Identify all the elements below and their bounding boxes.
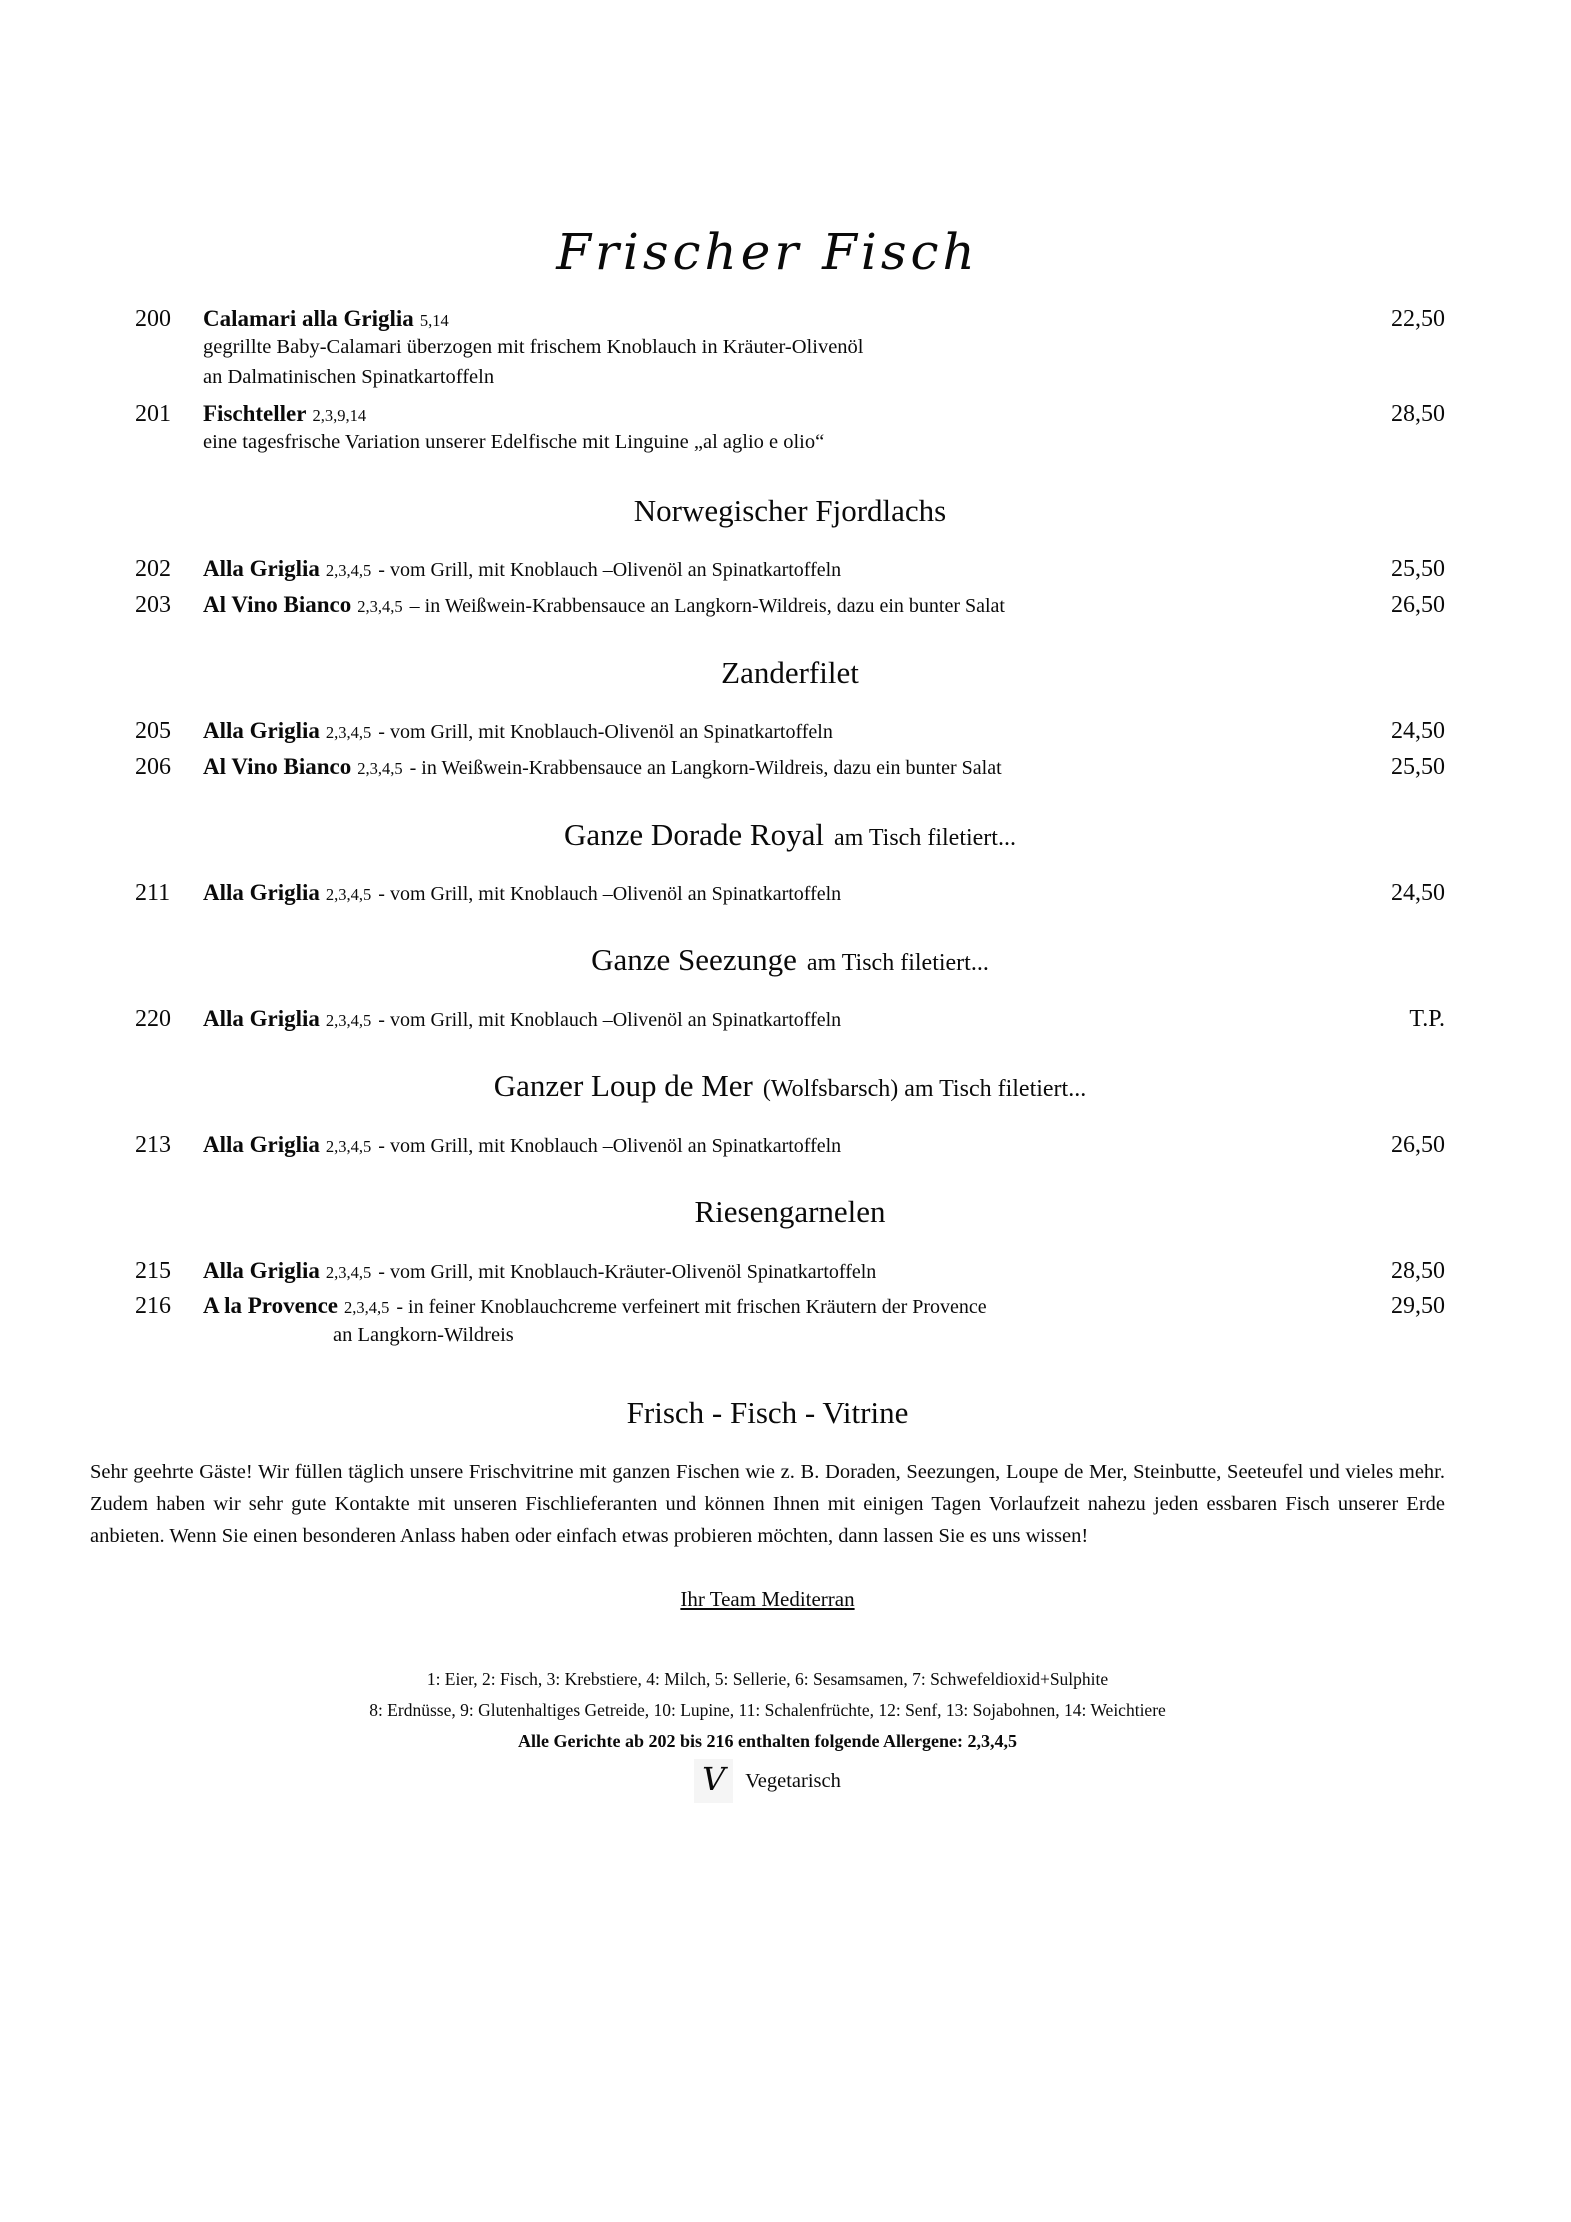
menu-item xyxy=(135,591,1445,620)
item-title-line xyxy=(203,879,1341,908)
item-name: Alla Griglia xyxy=(203,718,320,744)
menu-item xyxy=(135,1292,1445,1350)
section-heading xyxy=(135,816,1445,853)
item-title-line xyxy=(203,1131,1341,1160)
item-allergens: 2,3,4,5 xyxy=(325,723,372,743)
section-heading xyxy=(135,1067,1445,1104)
menu-section xyxy=(135,1067,1445,1159)
item-name: A la Provence xyxy=(203,1293,338,1319)
item-number: 200 xyxy=(135,305,171,332)
item-body xyxy=(203,753,1359,782)
menu-item xyxy=(135,400,1445,458)
item-allergens: 2,3,4,5 xyxy=(357,758,403,778)
menu-item xyxy=(135,555,1445,584)
allergen-legend-line-2: 8: Erdnüsse, 9: Glutenhaltiges Getreide, 10: Lupine, 11: Schalenfrüchte, 12: Senf, 13: Sojabohnen, 14: Weichtiere xyxy=(369,1700,1166,1721)
menu-sections xyxy=(135,305,1445,1351)
section-heading-main: Riesengarnelen xyxy=(694,1194,886,1230)
section-heading-main: Zanderfilet xyxy=(721,654,859,690)
item-inline-desc: - in Weißwein-Krabbensauce an Langkorn-Wildreis, dazu ein bunter Salat xyxy=(409,756,1002,779)
section-heading-suffix: am Tisch filetiert... xyxy=(806,950,989,977)
menu-section xyxy=(135,305,1445,459)
item-price: 29,50 xyxy=(1391,1293,1445,1320)
item-body xyxy=(203,1005,1359,1034)
item-descriptions xyxy=(203,1321,1341,1351)
item-description-line: an Dalmatinischen Spinatkartoffeln xyxy=(203,365,495,388)
section-heading xyxy=(135,1193,1445,1230)
section-heading-suffix: am Tisch filetiert... xyxy=(833,824,1016,851)
menu-item xyxy=(135,879,1445,908)
item-body xyxy=(203,717,1359,746)
item-name: Calamari alla Griglia xyxy=(203,305,414,331)
section-heading xyxy=(135,654,1445,691)
item-title-line xyxy=(203,1292,1341,1321)
item-title-line xyxy=(203,717,1341,746)
menu-section xyxy=(135,816,1445,908)
item-number: 203 xyxy=(135,592,171,619)
allergen-legend-line-1: 1: Eier, 2: Fisch, 3: Krebstiere, 4: Milch, 5: Sellerie, 6: Sesamsamen, 7: Schwefeldioxid+Sulphite xyxy=(426,1668,1109,1689)
item-allergens: 2,3,4,5 xyxy=(357,597,403,617)
item-body xyxy=(203,591,1359,620)
menu-item xyxy=(135,753,1445,782)
item-inline-desc: - vom Grill, mit Knoblauch –Olivenöl an Spinatkartoffeln xyxy=(378,559,842,582)
item-inline-desc: - in feiner Knoblauchcreme verfeinert mit frischen Kräutern der Provence xyxy=(396,1296,987,1319)
item-number: 216 xyxy=(135,1293,171,1320)
item-name: Alla Griglia xyxy=(203,1257,320,1283)
item-price: 22,50 xyxy=(1391,305,1445,332)
item-inline-desc: - vom Grill, mit Knoblauch-Kräuter-Olivenöl Spinatkartoffeln xyxy=(378,1260,877,1283)
item-descriptions xyxy=(203,333,1341,392)
menu-section xyxy=(135,492,1445,620)
item-name: Alla Griglia xyxy=(203,1131,320,1157)
section-heading xyxy=(135,492,1445,529)
item-title-line xyxy=(203,1005,1341,1034)
item-number: 220 xyxy=(135,1005,171,1032)
section-heading-main: Ganze Seezunge xyxy=(591,942,797,978)
item-number: 201 xyxy=(135,400,171,427)
menu-item xyxy=(135,1257,1445,1286)
section-heading xyxy=(135,941,1445,978)
item-title-line xyxy=(203,555,1341,584)
item-allergens: 2,3,9,14 xyxy=(312,405,367,425)
item-description-extra-line: an Langkorn-Wildreis xyxy=(333,1324,514,1347)
section-items xyxy=(135,717,1445,782)
item-price: 26,50 xyxy=(1391,1131,1445,1158)
item-body xyxy=(203,555,1359,584)
item-body xyxy=(203,1257,1359,1286)
section-heading-main: Norwegischer Fjordlachs xyxy=(633,493,947,529)
allergen-legend xyxy=(90,1664,1445,1804)
item-allergens: 2,3,4,5 xyxy=(325,1262,372,1282)
item-description-line: eine tagesfrische Variation unserer Edelfische mit Linguine „al aglio e olio“ xyxy=(203,431,825,454)
item-title-line xyxy=(203,400,1341,429)
menu-section xyxy=(135,1193,1445,1350)
section-heading-main: Ganzer Loup de Mer xyxy=(493,1068,753,1104)
item-allergens: 2,3,4,5 xyxy=(325,884,372,904)
item-allergens: 5,14 xyxy=(419,310,449,330)
item-number: 213 xyxy=(135,1131,171,1158)
section-heading-main: Ganze Dorade Royal xyxy=(564,816,824,852)
menu-section xyxy=(135,941,1445,1033)
item-inline-desc: - vom Grill, mit Knoblauch –Olivenöl an Spinatkartoffeln xyxy=(378,1008,842,1031)
vitrine-heading: Frisch - Fisch - Vitrine xyxy=(626,1394,909,1430)
section-items xyxy=(135,879,1445,908)
item-title-line xyxy=(203,1257,1341,1286)
item-price: 24,50 xyxy=(1391,718,1445,745)
team-line-text: Ihr Team Mediterran xyxy=(680,1586,855,1611)
item-price: 25,50 xyxy=(1391,753,1445,780)
menu-section xyxy=(135,654,1445,782)
item-allergens: 2,3,4,5 xyxy=(344,1298,390,1318)
item-price: 25,50 xyxy=(1391,556,1445,583)
item-allergens: 2,3,4,5 xyxy=(325,561,372,581)
vegetarian-label: Vegetarisch xyxy=(745,1769,841,1792)
item-body xyxy=(203,1292,1359,1350)
item-price: 28,50 xyxy=(1391,1257,1445,1284)
section-items xyxy=(135,1005,1445,1034)
menu-item xyxy=(135,305,1445,393)
vegetarian-row xyxy=(90,1759,1445,1803)
vegetarian-icon: V xyxy=(694,1759,733,1803)
item-body xyxy=(203,879,1359,908)
section-heading-suffix: (Wolfsbarsch) am Tisch filetiert... xyxy=(762,1076,1087,1103)
item-allergens: 2,3,4,5 xyxy=(325,1136,372,1156)
item-number: 206 xyxy=(135,753,171,780)
item-name: Alla Griglia xyxy=(203,1005,320,1031)
section-items xyxy=(135,1257,1445,1351)
item-name: Al Vino Bianco xyxy=(203,592,352,618)
item-price: 24,50 xyxy=(1391,879,1445,906)
item-descriptions xyxy=(203,428,1341,458)
menu-item xyxy=(135,717,1445,746)
item-description-line: gegrillte Baby-Calamari überzogen mit frischem Knoblauch in Kräuter-Olivenöl xyxy=(203,336,864,359)
item-inline-desc: - vom Grill, mit Knoblauch-Olivenöl an Spinatkartoffeln xyxy=(378,721,833,744)
item-number: 211 xyxy=(135,879,171,906)
item-price: 28,50 xyxy=(1391,400,1445,427)
item-body xyxy=(203,1131,1359,1160)
item-title-line xyxy=(203,753,1341,782)
section-items xyxy=(135,555,1445,620)
item-name: Alla Griglia xyxy=(203,879,320,905)
item-name: Al Vino Bianco xyxy=(203,753,352,779)
item-inline-desc: - vom Grill, mit Knoblauch –Olivenöl an Spinatkartoffeln xyxy=(378,1134,842,1157)
section-items xyxy=(135,1131,1445,1160)
item-title-line xyxy=(203,305,1341,334)
item-number: 202 xyxy=(135,556,171,583)
item-body xyxy=(203,400,1359,458)
item-name: Fischteller xyxy=(203,400,307,426)
item-price: 26,50 xyxy=(1391,592,1445,619)
item-title-line xyxy=(203,591,1341,620)
item-price: T.P. xyxy=(1409,1005,1445,1032)
menu-item xyxy=(135,1005,1445,1034)
item-inline-desc: - vom Grill, mit Knoblauch –Olivenöl an Spinatkartoffeln xyxy=(378,882,842,905)
item-allergens: 2,3,4,5 xyxy=(325,1010,372,1030)
item-name: Alla Griglia xyxy=(203,556,320,582)
allergen-note: Alle Gerichte ab 202 bis 216 enthalten folgende Allergene: 2,3,4,5 xyxy=(518,1730,1017,1751)
team-line xyxy=(90,1587,1445,1612)
item-body xyxy=(203,305,1359,393)
item-inline-desc: – in Weißwein-Krabbensauce an Langkorn-Wildreis, dazu ein bunter Salat xyxy=(409,595,1005,618)
item-number: 205 xyxy=(135,718,171,745)
menu-item xyxy=(135,1131,1445,1160)
section-items xyxy=(135,305,1445,459)
page-title: Frischer Fisch xyxy=(556,223,979,281)
vitrine-paragraph: Sehr geehrte Gäste! Wir füllen täglich unsere Frischvitrine mit ganzen Fischen wie z. B. Doraden, Seezungen, Loupe de Mer, Steinbutte, Seeteufel und vieles mehr. Zudem haben wir sehr gute Kontakte mit unseren Fischlieferanten und können Ihnen mit einigen Tagen Vorlaufzeit nahezu jeden essbaren Fisch unserer Erde anbieten. Wenn Sie einen besonderen Anlass haben oder einfach etwas probieren möchten, dann lassen Sie es uns wissen! xyxy=(90,1460,1445,1547)
item-number: 215 xyxy=(135,1257,171,1284)
